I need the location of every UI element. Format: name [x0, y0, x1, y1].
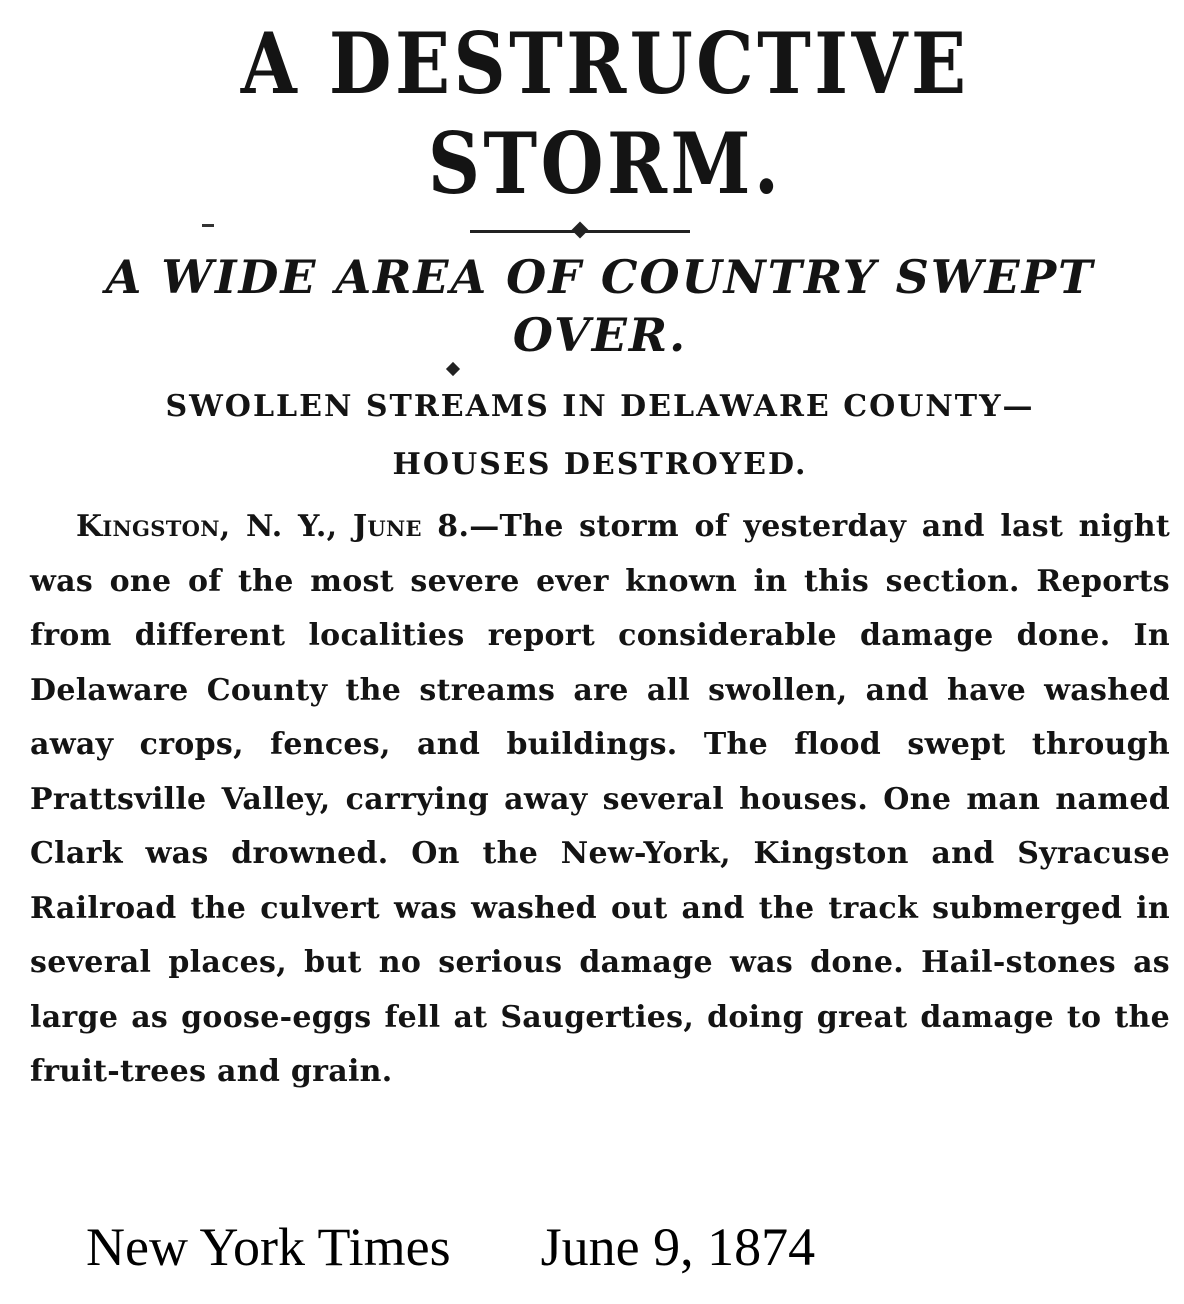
- newspaper-clipping: [30, 14, 1170, 1100]
- diamond-ornament: [446, 362, 460, 376]
- source-caption: [86, 1212, 815, 1282]
- headline: A DESTRUCTIVE STORM.: [240, 14, 970, 213]
- deck: [30, 378, 1170, 494]
- subhead-ornament: [30, 364, 1170, 378]
- rule-diamond-ornament: [572, 222, 589, 239]
- subheadline-line-1: A WIDE AREA OF COUNTRY SWEPT: [105, 250, 1095, 304]
- headline-rule: [30, 214, 1170, 248]
- deck-line-2: HOUSES DESTROYED.: [392, 447, 808, 482]
- caption-date: June 9, 1874: [540, 1217, 816, 1277]
- deck-line-1: SWOLLEN STREAMS IN DELAWARE COUNTY—: [165, 389, 1035, 424]
- caption-source: New York Times: [86, 1217, 451, 1277]
- article-body: [30, 500, 1170, 1100]
- subheadline: [30, 248, 1170, 364]
- rule-speck: [202, 224, 214, 227]
- subheadline-line-2: OVER.: [512, 308, 688, 362]
- article-body-text: —The storm of yesterday and last night was one of the most severe ever known in this section. Reports from different localities report considerable damage done. In Delaware County the streams are all swollen, and have washed away crops, fences, and buildings. The flood swept through Prattsville Valley, carrying away several houses. One man named Clark was drowned. On the New-York, Kingston and Syracuse Railroad the culvert was washed out and the track submerged in several places, but no serious damage was done. Hail-stones as large as goose-eggs fell at Saugerties, doing great damage to the fruit-trees and grain.: [30, 509, 1170, 1089]
- dateline: Kingston, N. Y., June 8.: [76, 509, 470, 544]
